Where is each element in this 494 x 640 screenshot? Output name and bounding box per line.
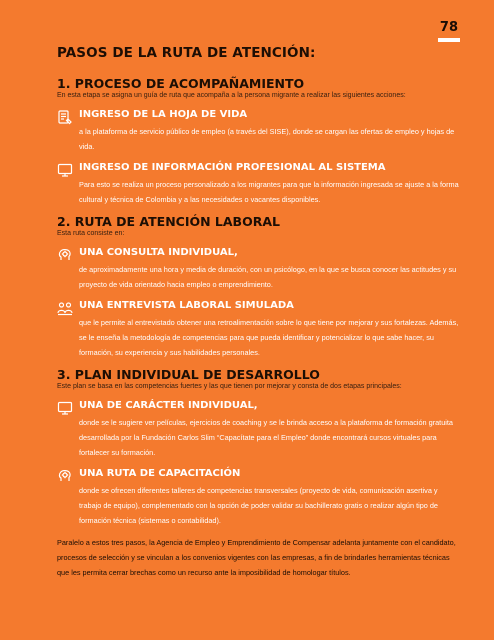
interview-icon bbox=[57, 300, 73, 316]
list-item bbox=[57, 108, 460, 154]
page-number: 78 bbox=[439, 20, 458, 35]
page-title: PASOS DE LA RUTA DE ATENCIÓN: bbox=[57, 45, 316, 61]
item-title: UNA RUTA DE CAPACITACIÓN bbox=[79, 468, 241, 479]
section-intro: Esta ruta consiste en: bbox=[57, 230, 125, 237]
list-item bbox=[57, 399, 460, 460]
list-item bbox=[57, 299, 460, 360]
section-title: 3. PLAN INDIVIDUAL DE DESARROLLO bbox=[57, 367, 320, 382]
brain-icon bbox=[57, 468, 73, 484]
item-text: donde se ofrecen diferentes talleres de competencias transversales (proyecto de vida, comunicación asertiva y trabajo de equipo), complementado con la opción de poder validar su bachillerato gratis o realizar algún tipo de formación técnica (sistemas o contabilidad). bbox=[79, 486, 438, 525]
monitor-icon bbox=[57, 400, 73, 416]
section-title: 2. RUTA DE ATENCIÓN LABORAL bbox=[57, 214, 280, 229]
item-title: UNA DE CARÁCTER INDIVIDUAL, bbox=[79, 400, 258, 411]
item-title: UNA CONSULTA INDIVIDUAL, bbox=[79, 247, 238, 258]
section-title: 1. PROCESO DE ACOMPAÑAMIENTO bbox=[57, 76, 305, 91]
closing-paragraph: Paralelo a estos tres pasos, la Agencia de Empleo y Emprendimiento de Compensar adelanta juntamente con el candidato, procesos de selección y se vinculan a los convenios vigentes con las empresas, a fin de brindarles herramientas técnicas que les permita cerrar brechas como un recurso ante la imposibilidad de homologar títulos. bbox=[57, 538, 456, 577]
section-intro: Este plan se basa en las competencias fuertes y las que tienen por mejorar y consta de dos etapas principales: bbox=[57, 383, 402, 390]
item-text: que le permite al entrevistado obtener una retroalimentación sobre lo que tiene por mejorar y sus fortalezas. Además, se le enseña la metodología de competencias para que pueda identificar y potencializar lo que sabe hacer, su formación, su experiencia y sus habilidades personales. bbox=[79, 318, 459, 357]
item-text: donde se le sugiere ver películas, ejercicios de coaching y se le brinda acceso a la plataforma de formación gratuita desarrollada por la Fundación Carlos Slim “Capacítate para el Empleo” donde encontrará cursos virtuales para fortalecer su formación. bbox=[79, 418, 453, 457]
item-text: a la plataforma de servicio público de empleo (a través del SISE), donde se cargan las ofertas de empleo y hojas de vida. bbox=[79, 127, 455, 151]
list-item bbox=[57, 161, 460, 207]
item-title: INGRESO DE LA HOJA DE VIDA bbox=[79, 109, 248, 120]
item-text: de aproximadamente una hora y media de duración, con un psicólogo, en la que se busca conocer las actitudes y su proyecto de vida orientado hacia empleo o emprendimiento. bbox=[79, 265, 457, 289]
page-content bbox=[57, 44, 460, 580]
monitor-icon bbox=[57, 162, 73, 178]
document-icon bbox=[57, 109, 73, 125]
list-item bbox=[57, 246, 460, 292]
list-item bbox=[57, 467, 460, 528]
section-acompanamiento bbox=[57, 76, 460, 207]
section-plan-desarrollo bbox=[57, 367, 460, 528]
page-number-underline bbox=[438, 38, 460, 42]
section-intro: En esta etapa se asigna un guía de ruta que acompaña a la persona migrante a realizar las siguientes acciones: bbox=[57, 92, 406, 99]
item-title: INGRESO DE INFORMACIÓN PROFESIONAL AL SISTEMA bbox=[79, 162, 386, 173]
section-ruta-laboral bbox=[57, 214, 460, 360]
item-text: Para esto se realiza un proceso personalizado a los migrantes para que la información ingresada se ajuste a la forma cultural y técnica de Colombia y a las necesidades o vacantes disponibles. bbox=[79, 180, 459, 204]
brain-icon bbox=[57, 247, 73, 263]
item-title: UNA ENTREVISTA LABORAL SIMULADA bbox=[79, 300, 294, 311]
